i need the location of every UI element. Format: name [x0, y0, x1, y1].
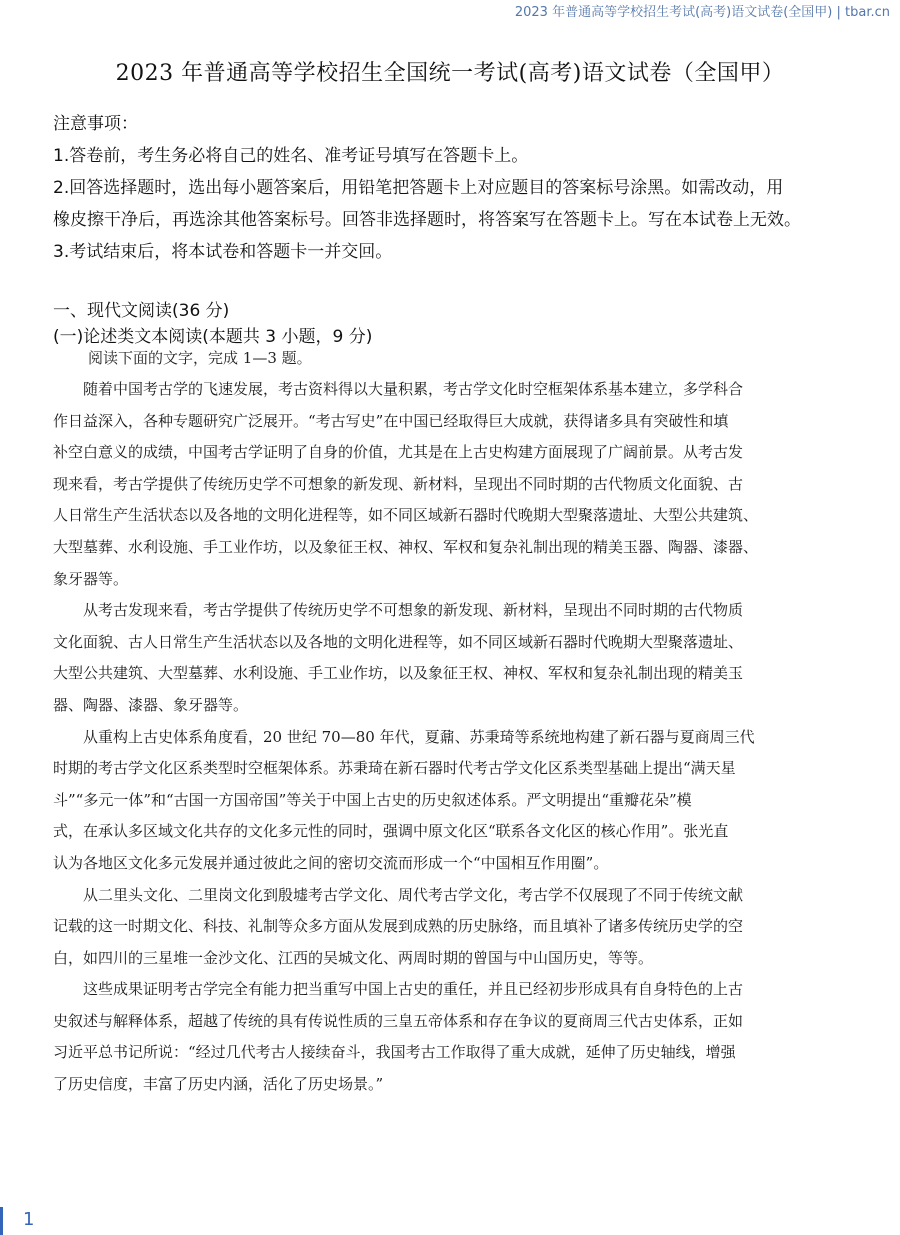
notes-heading: 注意事项：	[53, 114, 138, 134]
document-title: 2023 年普通高等学校招生全国统一考试(高考)语文试卷（全国甲）	[115, 61, 785, 86]
text-line: 人日常生产生活状态以及各地的文明化进程等，如不同区域新石器时代晚期大型聚落遗址、大型公共建筑、	[53, 506, 759, 525]
text-line: 习近平总书记所说：“经过几代考古人接续奋斗，我国考古工作取得了重大成就，延伸了历史轴线，增强	[53, 1043, 736, 1062]
text-line: 史叙述与解释体系，超越了传统的具有传说性质的三皇五帝体系和存在争议的夏商周三代古史体系，正如	[53, 1011, 744, 1030]
text-line: 随着中国考古学的飞速发展，考古资料得以大量积累，考古学文化时空框架体系基本建立，多学科合	[53, 380, 744, 398]
paragraph	[53, 722, 871, 880]
text-line: 从考古发现来看，考古学提供了传统历史学不可想象的新发现、新材料，呈现出不同时期的古代物质	[53, 601, 744, 620]
text-line: 补空白意义的成绩，中国考古学证明了自身的价值，尤其是在上古史构建方面展现了广阔前景。从考古发	[53, 443, 744, 462]
paragraph	[53, 595, 871, 721]
header-source-link[interactable]: 2023 年普通高等学校招生考试(高考)语文试卷(全国甲) | tbar.cn	[514, 5, 890, 20]
text-line: 从二里头文化、二里岗文化到殷墟考古学文化、周代考古学文化，考古学不仅展现了不同于传统文献	[53, 885, 744, 904]
page-number-bar	[0, 1207, 3, 1235]
text-line: 式，在承认多区域文化共存的文化多元性的同时，强调中原文化区“联系各文化区的核心作用”。张光直	[53, 822, 729, 841]
paragraph	[53, 880, 871, 975]
text-line: 大型墓葬、水利设施、手工业作坊，以及象征王权、神权、军权和复杂礼制出现的精美玉器、陶器、漆器、	[53, 537, 759, 556]
section-heading: 一、现代文阅读(36 分)	[53, 301, 230, 321]
note-item: 橡皮擦干净后，再选涂其他答案标号。回答非选择题时，将答案写在答题卡上。写在本试卷上无效。	[53, 210, 801, 230]
paragraph	[53, 974, 871, 1100]
page-number: 1	[23, 1209, 35, 1230]
text-line: 认为各地区文化多元发展并通过彼此之间的密切交流而形成一个“中国相互作用圈”。	[53, 853, 609, 872]
note-item: 1.答卷前，考生务必将自己的姓名、准考证号填写在答题卡上。	[53, 146, 529, 166]
text-line: 了历史信度，丰富了历史内涵，活化了历史场景。”	[53, 1075, 384, 1094]
text-line: 时期的考古学文化区系类型时空框架体系。苏秉琦在新石器时代考古学文化区系类型基础上提出“满天星	[53, 759, 736, 778]
paragraph	[53, 374, 871, 595]
note-item: 3.考试结束后，将本试卷和答题卡一并交回。	[53, 242, 393, 262]
subsection-heading: (一)论述类文本阅读(本题共 3 小题，9 分)	[53, 327, 373, 347]
text-line: 器、陶器、漆器、象牙器等。	[53, 695, 249, 714]
text-line: 从重构上古史体系角度看，20 世纪 70—80 年代，夏鼐、苏秉琦等系统地构建了新石器与夏商周三代	[53, 727, 755, 746]
notes-section	[53, 108, 883, 268]
text-line: 白，如四川的三星堆一金沙文化、江西的吴城文化、两周时期的曾国与中山国历史，等等。	[53, 948, 654, 967]
reading-instruction: 阅读下面的文字，完成 1—3 题。	[88, 349, 312, 367]
text-line: 这些成果证明考古学完全有能力把当重写中国上古史的重任，并且已经初步形成具有自身特色的上古	[53, 980, 744, 999]
text-line: 斗”“多元一体”和“古国一方国帝国”等关于中国上古史的历史叙述体系。严文明提出“重瓣花朵”模	[53, 790, 692, 809]
reading-passage	[53, 374, 871, 1101]
text-line: 作日益深入，各种专题研究广泛展开。“考古写史”在中国已经取得巨大成就，获得诸多具有突破性和填	[53, 411, 729, 430]
text-line: 象牙器等。	[53, 569, 129, 588]
text-line: 文化面貌、古人日常生产生活状态以及各地的文明化进程等，如不同区域新石器时代晚期大型聚落遗址、	[53, 632, 744, 651]
note-item: 2.回答选择题时，选出每小题答案后，用铅笔把答题卡上对应题目的答案标号涂黑。如需改动，用	[53, 178, 784, 198]
text-line: 记载的这一时期文化、科技、礼制等众多方面从发展到成熟的历史脉络，而且填补了诸多传统历史学的空	[53, 917, 744, 936]
text-line: 现来看，考古学提供了传统历史学不可想象的新发现、新材料，呈现出不同时期的古代物质文化面貌、古	[53, 474, 744, 493]
text-line: 大型公共建筑、大型墓葬、水利设施、手工业作坊，以及象征王权、神权、军权和复杂礼制出现的精美玉	[53, 664, 744, 683]
